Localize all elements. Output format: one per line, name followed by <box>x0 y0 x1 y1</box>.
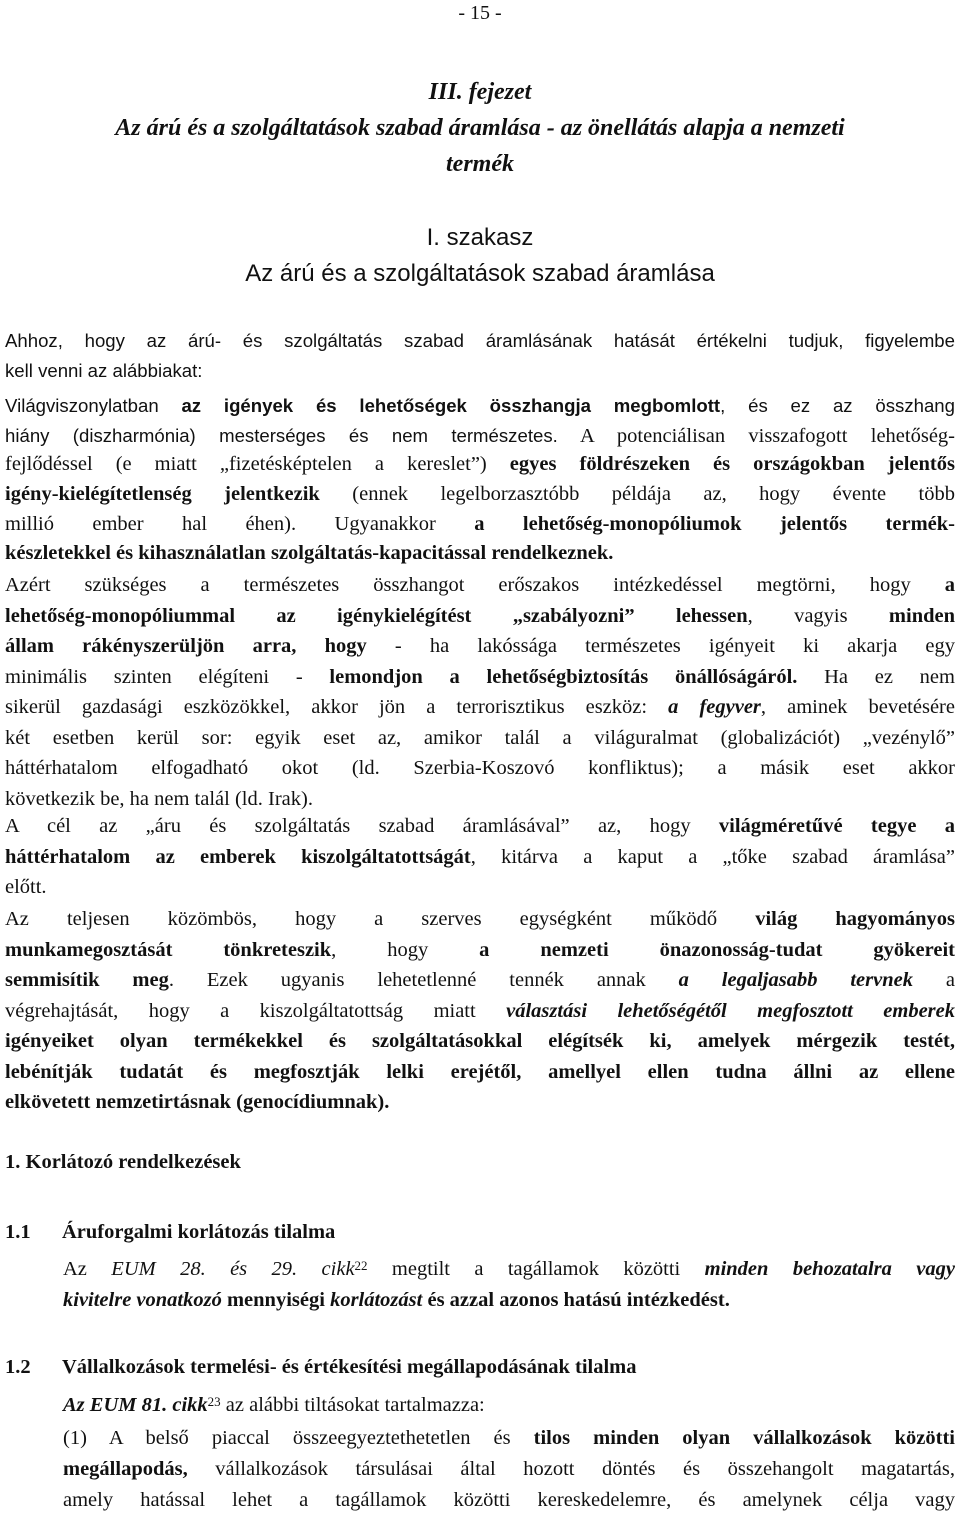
text-line <box>63 1423 955 1454</box>
heading-number: 1.2 <box>5 1356 31 1378</box>
text-run: , kitárva a kaput a „tőke szabad áramlása” <box>470 845 956 868</box>
text-run: igény-kielégítetlenség jelentkezik <box>5 483 320 506</box>
text-run: világ hagyományos <box>755 908 955 930</box>
text-run <box>668 696 761 718</box>
text-run: minden <box>888 604 955 627</box>
text-line <box>5 1087 955 1118</box>
text-run: (ennek legelborzasztóbb példája az, hogy évente több <box>319 483 955 506</box>
text-run: fejlődéssel (e miatt „fizetésképtelen a kereslet”) <box>5 453 510 476</box>
text-line <box>5 1026 955 1057</box>
text-run: tilos minden olyan vállalkozások közötti <box>533 1427 955 1449</box>
text-line <box>5 662 955 693</box>
text-line: előtt. <box>5 876 47 898</box>
text-line: háttérhatalom elfogadható okot (ld. Szerbia-Koszovó konfliktus); a másik eset akkor <box>5 757 955 779</box>
text-run: és azzal azonos hatású intézkedést. <box>422 1289 730 1311</box>
text-run: (1) A belső piaccal összeegyeztethetetlen és <box>63 1427 534 1449</box>
text-line <box>5 996 955 1027</box>
chapter-title-line1: Az árú és a szolgáltatások szabad áramlása - az önellátás alapja a nemzeti <box>115 115 845 141</box>
text-run: vállalkozások társulásai által hozott döntés és összehangolt magatartás, <box>187 1458 955 1480</box>
text-run: megtilt a tagállamok közötti <box>367 1258 705 1280</box>
text-run: kivitelre vonatkozó <box>63 1289 222 1311</box>
text-run: minimális szinten elégíteni - <box>5 665 330 688</box>
chapter-heading <box>0 74 960 182</box>
text-run: sikerül gazdasági eszközökkel, akkor jön a terrorisztikus eszköz: <box>5 696 669 718</box>
chapter-label: III. fejezet <box>428 79 532 105</box>
text-run: Azért szükséges a természetes összhangot erőszakos intézkedéssel megtörni, hogy <box>5 574 945 596</box>
text-line: következik be, ha nem talál (ld. Irak). <box>5 787 313 810</box>
text-run: az alábbi tiltásokat tartalmazza: <box>220 1394 485 1416</box>
heading-1-1 <box>5 1221 335 1244</box>
text-run: készletekkel és kihasználatlan szolgáltatás-kapacitással rendelkeznek. <box>5 542 614 565</box>
text-run: a nemzeti önazonosság-tudat gyökereit <box>479 938 955 961</box>
text-run: A potenciálisan visszafogott lehetőség- <box>557 424 955 447</box>
text-run: mennyiségi <box>221 1289 331 1311</box>
text-run: korlátozást <box>330 1289 423 1311</box>
page-number: - 15 - <box>458 2 502 24</box>
heading-1: 1. Korlátozó rendelkezések <box>5 1151 241 1173</box>
text-run: millió ember hal éhen). Ugyanakkor <box>5 512 475 535</box>
text-run: a <box>944 574 955 596</box>
heading-title: Vállalkozások termelési- és értékesítési megállapodásának tilalma <box>62 1356 637 1378</box>
heading-title: Áruforgalmi korlátozás tilalma <box>62 1221 336 1243</box>
text-line <box>5 570 955 601</box>
intro-line: Ahhoz, hogy az árú- és szolgáltatás szabad áramlásának hatását értékelni tudjuk, figyelembe <box>5 330 955 351</box>
paragraph-4 <box>5 904 955 1118</box>
text-run: elkövetett nemzetirtásnak (genocídiumnak). <box>5 1091 390 1113</box>
footnote-ref: 23 <box>207 1394 221 1409</box>
text-line <box>5 601 955 632</box>
section-label: I. szakasz <box>426 224 534 251</box>
text-run: állam rákényszerüljön arra, hogy <box>5 635 367 657</box>
text-run: világméretűvé tegye a <box>718 815 955 837</box>
text-run: egyes földrészeken és országokban jelentős <box>509 453 955 476</box>
text-run: , aminek bevetésére <box>760 696 955 718</box>
chapter-title-line2: termék <box>446 151 514 177</box>
text-run: lemondjon a lehetőségbiztosítás önállóságáról. <box>329 665 798 688</box>
text-run <box>63 1394 208 1416</box>
text-line <box>5 510 955 540</box>
text-run: választási lehetőségétől megfosztott emberek <box>506 999 956 1022</box>
text-run: minden behozatalra vagy <box>704 1258 955 1280</box>
text-line <box>5 965 955 996</box>
text-run: lehetőség-monopóliummal az igénykielégítést „szabályozni” lehessen <box>5 604 748 627</box>
intro-line: kell venni az alábbiakat: <box>5 359 203 381</box>
text-run: Az teljesen közömbös, hogy a szerves egységként működő <box>5 908 756 930</box>
text-line <box>5 811 955 842</box>
text-run: a lehetőség-monopóliumok jelentős termék- <box>474 512 955 535</box>
text-run <box>63 1289 222 1311</box>
text-run: Az <box>63 1258 112 1280</box>
text-run <box>330 1289 422 1311</box>
text-run: , és ez az összhang <box>720 395 955 416</box>
text-run: a fegyver <box>668 696 761 718</box>
text-line <box>5 1057 955 1088</box>
text-run: Ha ez nem <box>797 665 955 688</box>
text-line <box>63 1285 955 1316</box>
text-run: Az EUM 81. cikk <box>63 1394 208 1416</box>
text-run: EUM 28. és 29. cikk <box>111 1258 355 1280</box>
text-run: - ha lakóssága természetes igényeit ki akarja egy <box>366 635 955 657</box>
text-run: a <box>913 969 955 991</box>
text-run <box>679 969 913 991</box>
text-run: a legaljasabb tervnek <box>678 969 913 991</box>
text-run <box>705 1258 955 1280</box>
text-run: megállapodás, <box>63 1458 188 1480</box>
text-run: az igények és lehetőségek összhangja megbomlott <box>181 395 721 416</box>
text-line <box>5 935 955 966</box>
text-line <box>5 450 955 480</box>
section-heading <box>0 220 960 292</box>
text-line <box>5 421 955 451</box>
text-run: háttérhatalom az emberek kiszolgáltatottságát <box>5 845 471 868</box>
paragraph-7 <box>63 1423 955 1516</box>
text-run: , hogy <box>331 938 480 961</box>
text-line <box>63 1454 955 1485</box>
text-run: hiány (diszharmónia) mesterséges és nem természetes. <box>5 424 558 446</box>
footnote-ref: 22 <box>354 1258 368 1273</box>
text-run: . Ezek ugyanis lehetetlenné tennék annak <box>168 969 679 991</box>
text-run <box>506 1000 955 1022</box>
text-line <box>5 842 955 873</box>
paragraph-3 <box>5 811 955 903</box>
text-line <box>5 904 955 935</box>
text-line <box>5 391 955 421</box>
paragraph-1 <box>5 391 955 569</box>
section-title: Az árú és a szolgáltatások szabad áramlása <box>245 260 715 287</box>
text-line <box>5 539 955 569</box>
text-line <box>5 692 955 723</box>
text-line <box>5 631 955 662</box>
text-line <box>63 1254 955 1285</box>
text-run: A cél az „áru és szolgáltatás szabad áramlásával” az, hogy <box>5 815 719 837</box>
text-run: , vagyis <box>747 604 889 627</box>
text-line: két esetben kerül sor: egyik eset az, amikor talál a világuralmat (globalizációt) „vezénylő” <box>5 726 955 749</box>
text-run: munkamegosztását tönkreteszik <box>5 938 332 961</box>
text-run: semmisítik meg <box>5 969 169 991</box>
text-run: lebénítják tudatát és megfosztják lelki erejétől, amellyel ellen tudna állni az ellene <box>5 1060 955 1083</box>
heading-1-2 <box>5 1356 637 1379</box>
paragraph-2 <box>5 570 955 814</box>
intro-paragraph <box>5 326 955 385</box>
heading-number: 1.1 <box>5 1221 31 1243</box>
text-line <box>5 480 955 510</box>
text-line <box>63 1390 955 1421</box>
paragraph-6 <box>63 1390 955 1421</box>
paragraph-5 <box>63 1254 955 1316</box>
text-run: Világviszonylatban <box>5 395 182 416</box>
text-run: igényeiket olyan termékekkel és szolgáltatásokkal elégítsék ki, amelyek mérgezik testét, <box>5 1030 955 1052</box>
text-run: végrehajtását, hogy a kiszolgáltatottság miatt <box>5 999 507 1022</box>
text-line: amely hatással lehet a tagállamok közötti kereskedelemre, és amelynek célja vagy <box>63 1489 955 1511</box>
